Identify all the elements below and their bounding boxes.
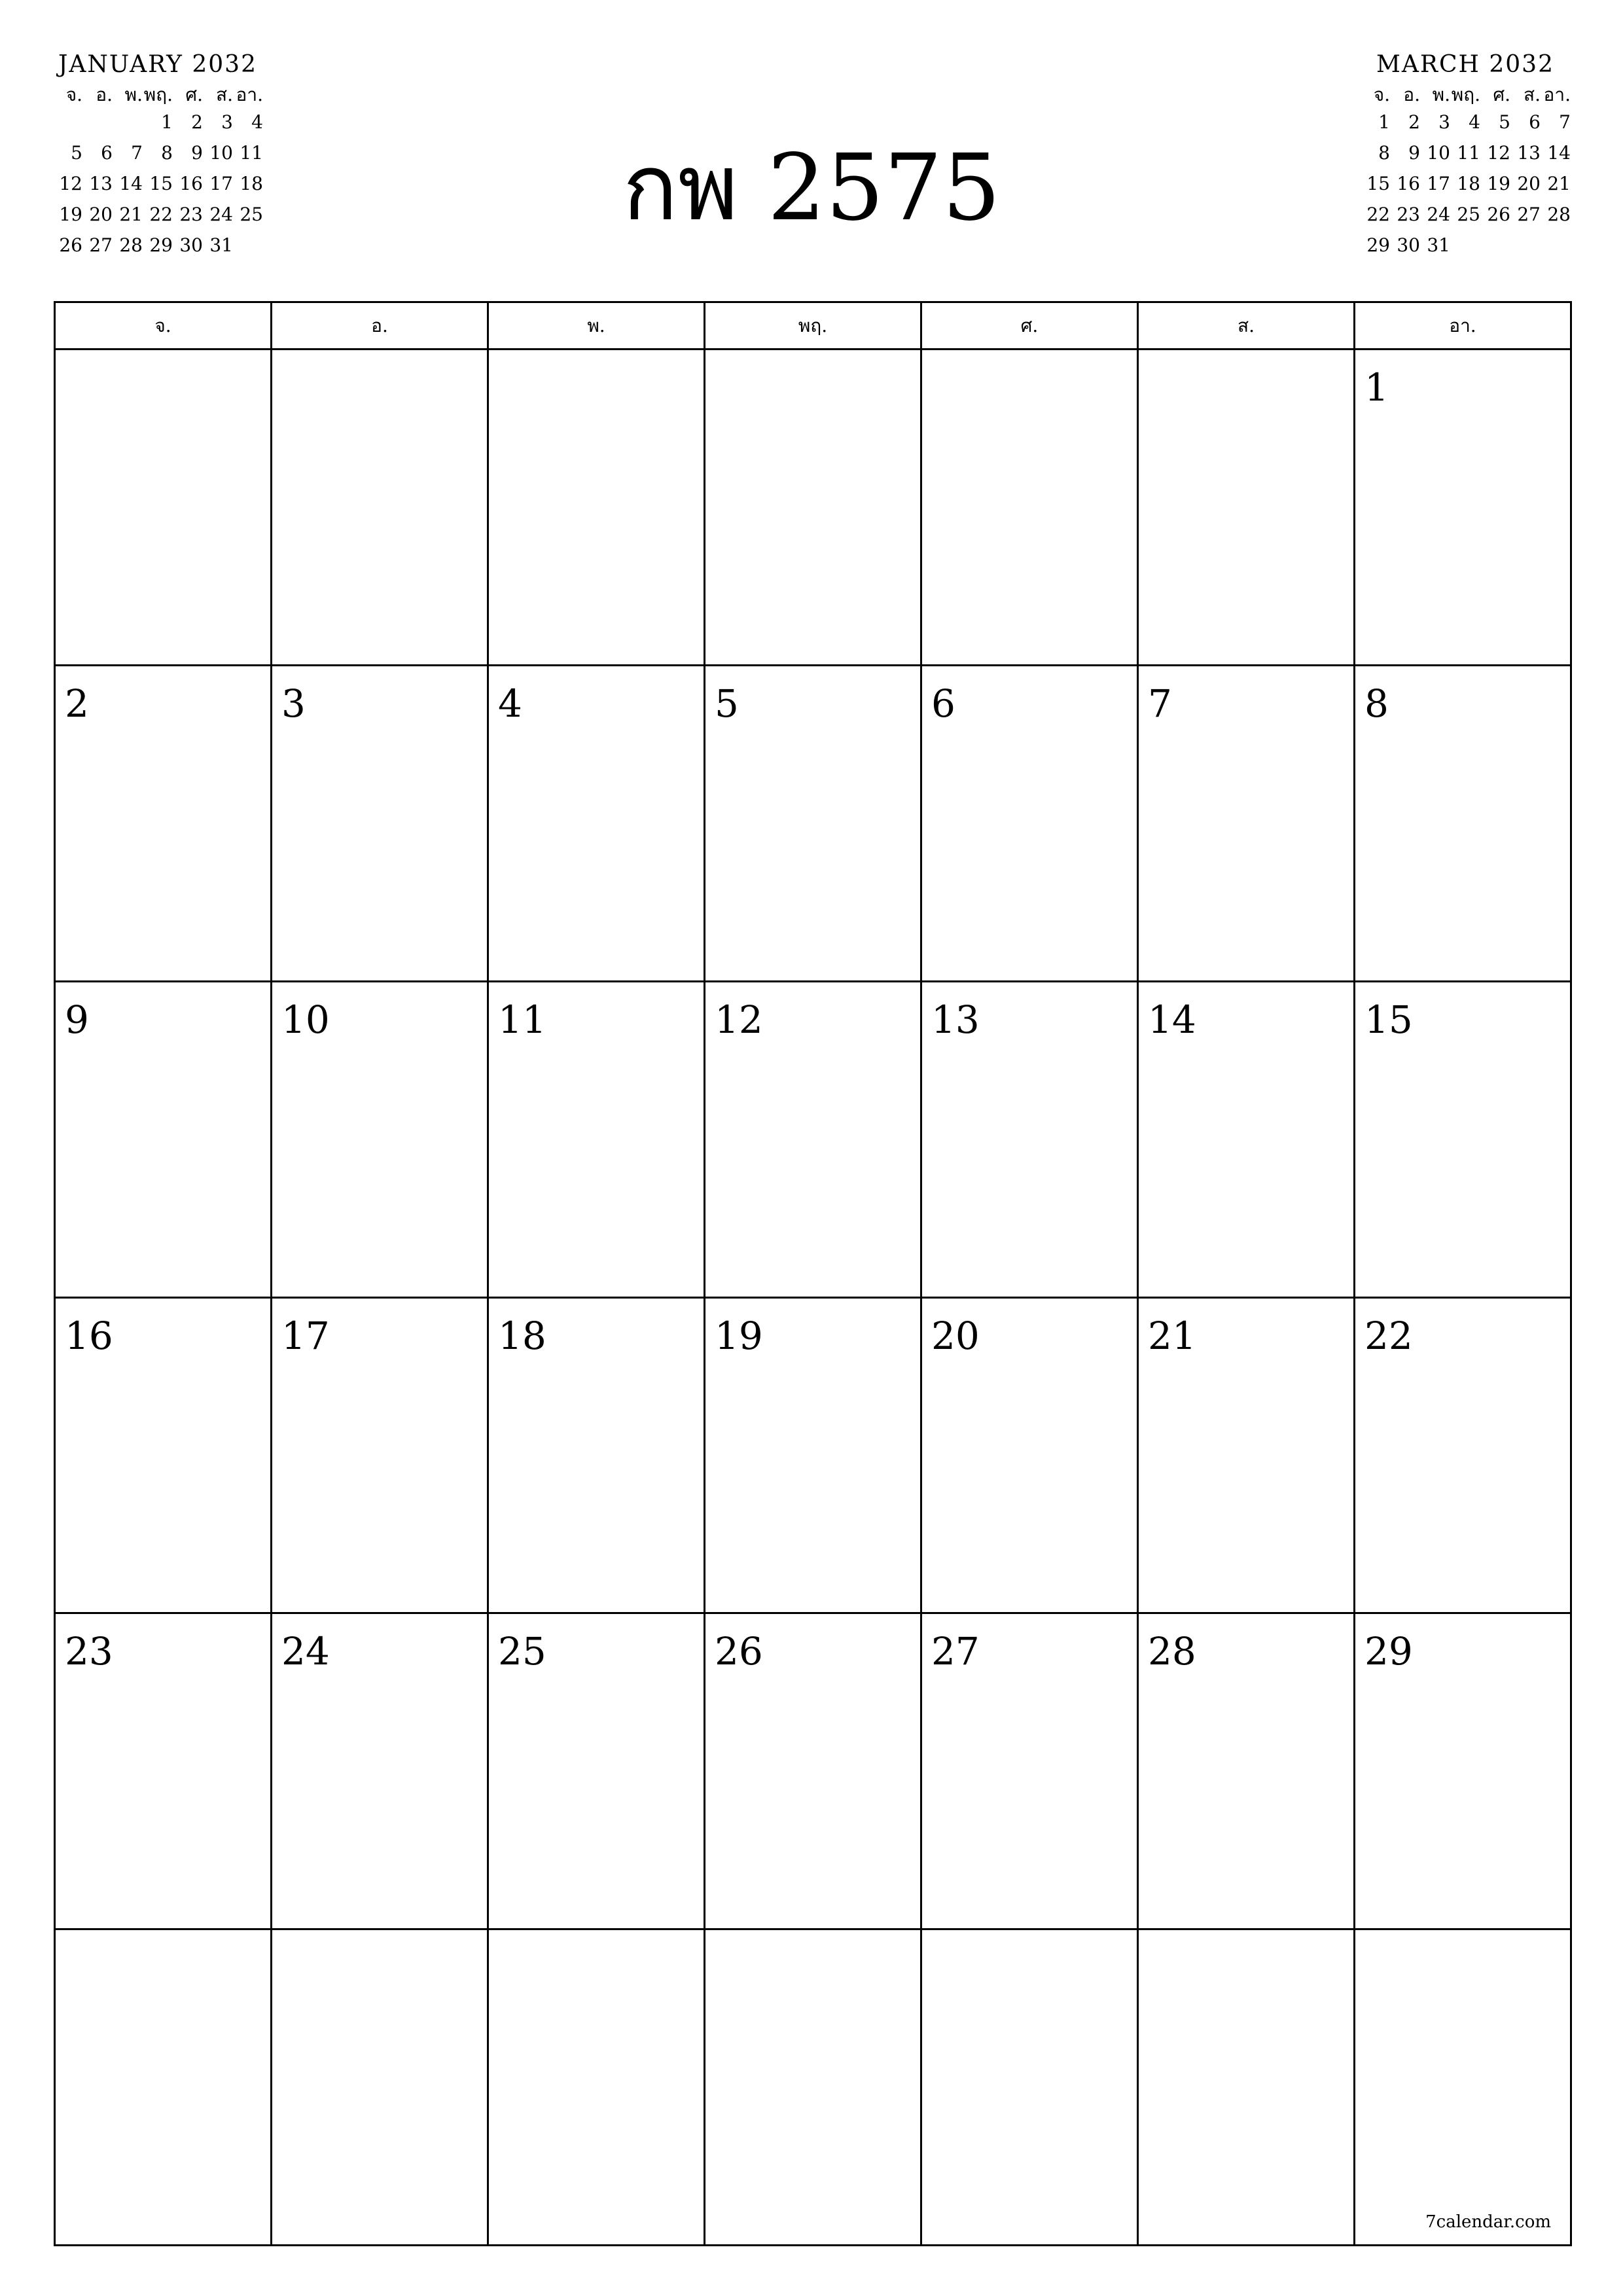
- mini-day: 6: [1529, 111, 1541, 133]
- day-number: 15: [1364, 997, 1413, 1042]
- mini-weekday-label: อ.: [1403, 84, 1420, 105]
- mini-weekday-label: ศ.: [185, 84, 203, 105]
- mini-day: 8: [161, 142, 173, 164]
- mini-calendar-prev-title: JANUARY 2032: [58, 51, 257, 78]
- day-cell: [1355, 350, 1572, 666]
- mini-day: 9: [1408, 142, 1420, 164]
- day-cell: [1355, 666, 1572, 982]
- mini-weekday-label: อา.: [236, 84, 263, 105]
- mini-day: 6: [101, 142, 113, 164]
- mini-weekday-label: อ.: [96, 84, 113, 105]
- mini-day: [1510, 234, 1541, 265]
- day-cell: [1355, 982, 1572, 1299]
- mini-day: 20: [89, 204, 113, 225]
- mini-day: 7: [131, 142, 143, 164]
- day-number: 13: [931, 997, 980, 1042]
- mini-day: 30: [179, 234, 203, 256]
- day-cell: [56, 1614, 272, 1930]
- day-cell: [1139, 1614, 1355, 1930]
- day-cell: [56, 1299, 272, 1615]
- mini-day: 20: [1517, 173, 1541, 194]
- mini-weekday-label: ส.: [1524, 84, 1541, 105]
- mini-day: 8: [1378, 142, 1390, 164]
- mini-day: [52, 111, 82, 142]
- mini-day: 16: [1397, 173, 1420, 194]
- day-cell: [272, 666, 489, 982]
- mini-day: 30: [1397, 234, 1420, 256]
- weekday-header: พฤ.: [705, 303, 922, 350]
- day-cell: [1139, 1299, 1355, 1615]
- mini-day: 21: [1547, 173, 1571, 194]
- mini-day: 4: [251, 111, 263, 133]
- day-number: 1: [1364, 365, 1389, 410]
- day-cell: [922, 1614, 1139, 1930]
- day-cell: [272, 1930, 489, 2246]
- mini-weekday-label: จ.: [65, 84, 82, 105]
- day-cell: [705, 666, 922, 982]
- day-number: 2: [65, 681, 89, 726]
- mini-calendar-next-title: MARCH 2032: [1376, 51, 1554, 78]
- day-number: 7: [1148, 681, 1172, 726]
- day-number: 20: [931, 1313, 980, 1358]
- day-number: 17: [281, 1313, 330, 1358]
- day-number: 18: [498, 1313, 546, 1358]
- mini-day: 27: [1517, 204, 1541, 225]
- mini-day: 29: [149, 234, 173, 256]
- weekday-header: ศ.: [922, 303, 1139, 350]
- day-number: 29: [1364, 1629, 1413, 1674]
- day-cell: [705, 1614, 922, 1930]
- mini-day: 26: [59, 234, 82, 256]
- day-number: 27: [931, 1629, 980, 1674]
- month-grid: [54, 301, 1572, 2246]
- mini-day: 25: [1457, 204, 1480, 225]
- mini-day: 17: [1427, 173, 1450, 194]
- day-cell: [705, 982, 922, 1299]
- day-number: 12: [715, 997, 763, 1042]
- mini-weekday-label: พฤ.: [1451, 84, 1480, 105]
- mini-weekday-label: จ.: [1373, 84, 1390, 105]
- mini-day: 23: [179, 204, 203, 225]
- mini-day: 31: [1427, 234, 1450, 256]
- mini-calendar-next-grid: [1360, 81, 1571, 265]
- mini-day: 12: [59, 173, 82, 194]
- mini-weekday-label: พ.: [1432, 84, 1450, 105]
- mini-day: 2: [191, 111, 203, 133]
- mini-day: 14: [119, 173, 143, 194]
- day-cell: [272, 1299, 489, 1615]
- day-cell: [1355, 1299, 1572, 1615]
- day-number: 6: [931, 681, 955, 726]
- mini-day: 13: [1517, 142, 1541, 164]
- day-cell: [56, 666, 272, 982]
- day-cell: [489, 1930, 705, 2246]
- mini-day: 11: [1457, 142, 1480, 164]
- day-cell: [489, 1614, 705, 1930]
- mini-day: 28: [1547, 204, 1571, 225]
- day-number: 21: [1148, 1313, 1196, 1358]
- mini-day: 10: [1427, 142, 1450, 164]
- day-number: 9: [65, 997, 89, 1042]
- mini-weekday-label: ส.: [216, 84, 233, 105]
- day-cell: [922, 666, 1139, 982]
- mini-day: 24: [1427, 204, 1450, 225]
- mini-weekday-label: อา.: [1543, 84, 1571, 105]
- page-title: กพ 2575: [622, 135, 1001, 242]
- day-cell: [922, 1930, 1139, 2246]
- day-cell: [272, 1614, 489, 1930]
- day-number: 28: [1148, 1629, 1196, 1674]
- mini-day: 18: [1457, 173, 1480, 194]
- day-cell: [705, 1930, 922, 2246]
- mini-day: 3: [1438, 111, 1450, 133]
- day-cell: [1355, 1614, 1572, 1930]
- mini-day: 15: [149, 173, 173, 194]
- mini-day: 29: [1366, 234, 1390, 256]
- mini-day: 5: [1499, 111, 1510, 133]
- day-cell: [922, 350, 1139, 666]
- day-cell: [922, 982, 1139, 1299]
- day-cell: [1139, 982, 1355, 1299]
- mini-day: 28: [119, 234, 143, 256]
- weekday-header: อ.: [272, 303, 489, 350]
- mini-day: [82, 111, 113, 142]
- mini-day: 22: [149, 204, 173, 225]
- day-number: 23: [65, 1629, 113, 1674]
- day-number: 10: [281, 997, 330, 1042]
- mini-day: 21: [119, 204, 143, 225]
- mini-day: 1: [1378, 111, 1390, 133]
- weekday-header: ส.: [1139, 303, 1355, 350]
- day-number: 5: [715, 681, 739, 726]
- day-cell: [56, 982, 272, 1299]
- day-number: 19: [715, 1313, 763, 1358]
- mini-day: 24: [209, 204, 233, 225]
- mini-day: 18: [240, 173, 263, 194]
- mini-day: 7: [1559, 111, 1571, 133]
- mini-day: 19: [1487, 173, 1510, 194]
- mini-day: 4: [1469, 111, 1480, 133]
- mini-calendar-next: [1360, 51, 1571, 265]
- day-number: 22: [1364, 1313, 1413, 1358]
- mini-day: 3: [221, 111, 233, 133]
- mini-day: 9: [191, 142, 203, 164]
- day-cell: [489, 982, 705, 1299]
- mini-day: [233, 234, 263, 265]
- day-number: 11: [498, 997, 546, 1042]
- day-number: 14: [1148, 997, 1196, 1042]
- mini-day: 23: [1397, 204, 1420, 225]
- mini-weekday-label: พ.: [124, 84, 143, 105]
- day-number: 25: [498, 1629, 546, 1674]
- mini-day: 11: [240, 142, 263, 164]
- mini-day: 22: [1366, 204, 1390, 225]
- mini-day: 15: [1366, 173, 1390, 194]
- mini-day: 19: [59, 204, 82, 225]
- weekday-header: อา.: [1355, 303, 1572, 350]
- mini-day: [1480, 234, 1510, 265]
- mini-weekday-label: ศ.: [1493, 84, 1510, 105]
- mini-day: 13: [89, 173, 113, 194]
- day-cell: [56, 1930, 272, 2246]
- day-cell: [56, 350, 272, 666]
- day-cell: [705, 1299, 922, 1615]
- mini-day: 2: [1408, 111, 1420, 133]
- mini-day: 27: [89, 234, 113, 256]
- mini-day: 31: [209, 234, 233, 256]
- day-cell: [1355, 1930, 1572, 2246]
- weekday-header: จ.: [56, 303, 272, 350]
- day-cell: [1139, 666, 1355, 982]
- day-cell: [489, 666, 705, 982]
- mini-day: [1541, 234, 1571, 265]
- day-cell: [705, 350, 922, 666]
- mini-day: 10: [209, 142, 233, 164]
- mini-day: 12: [1487, 142, 1510, 164]
- weekday-header: พ.: [489, 303, 705, 350]
- mini-weekday-label: พฤ.: [143, 84, 173, 105]
- day-cell: [922, 1299, 1139, 1615]
- mini-day: 16: [179, 173, 203, 194]
- site-credit: 7calendar.com: [1425, 2212, 1551, 2232]
- mini-day: 17: [209, 173, 233, 194]
- mini-day: 26: [1487, 204, 1510, 225]
- mini-day: [113, 111, 143, 142]
- day-cell: [272, 350, 489, 666]
- day-number: 16: [65, 1313, 113, 1358]
- day-cell: [1139, 1930, 1355, 2246]
- mini-day: 25: [240, 204, 263, 225]
- day-number: 24: [281, 1629, 330, 1674]
- mini-day: 1: [161, 111, 173, 133]
- day-number: 8: [1364, 681, 1389, 726]
- day-number: 26: [715, 1629, 763, 1674]
- day-cell: [1139, 350, 1355, 666]
- mini-day: 5: [71, 142, 82, 164]
- day-number: 3: [281, 681, 306, 726]
- mini-day: 14: [1547, 142, 1571, 164]
- day-cell: [489, 1299, 705, 1615]
- day-cell: [272, 982, 489, 1299]
- mini-day: [1450, 234, 1480, 265]
- day-number: 4: [498, 681, 522, 726]
- day-cell: [489, 350, 705, 666]
